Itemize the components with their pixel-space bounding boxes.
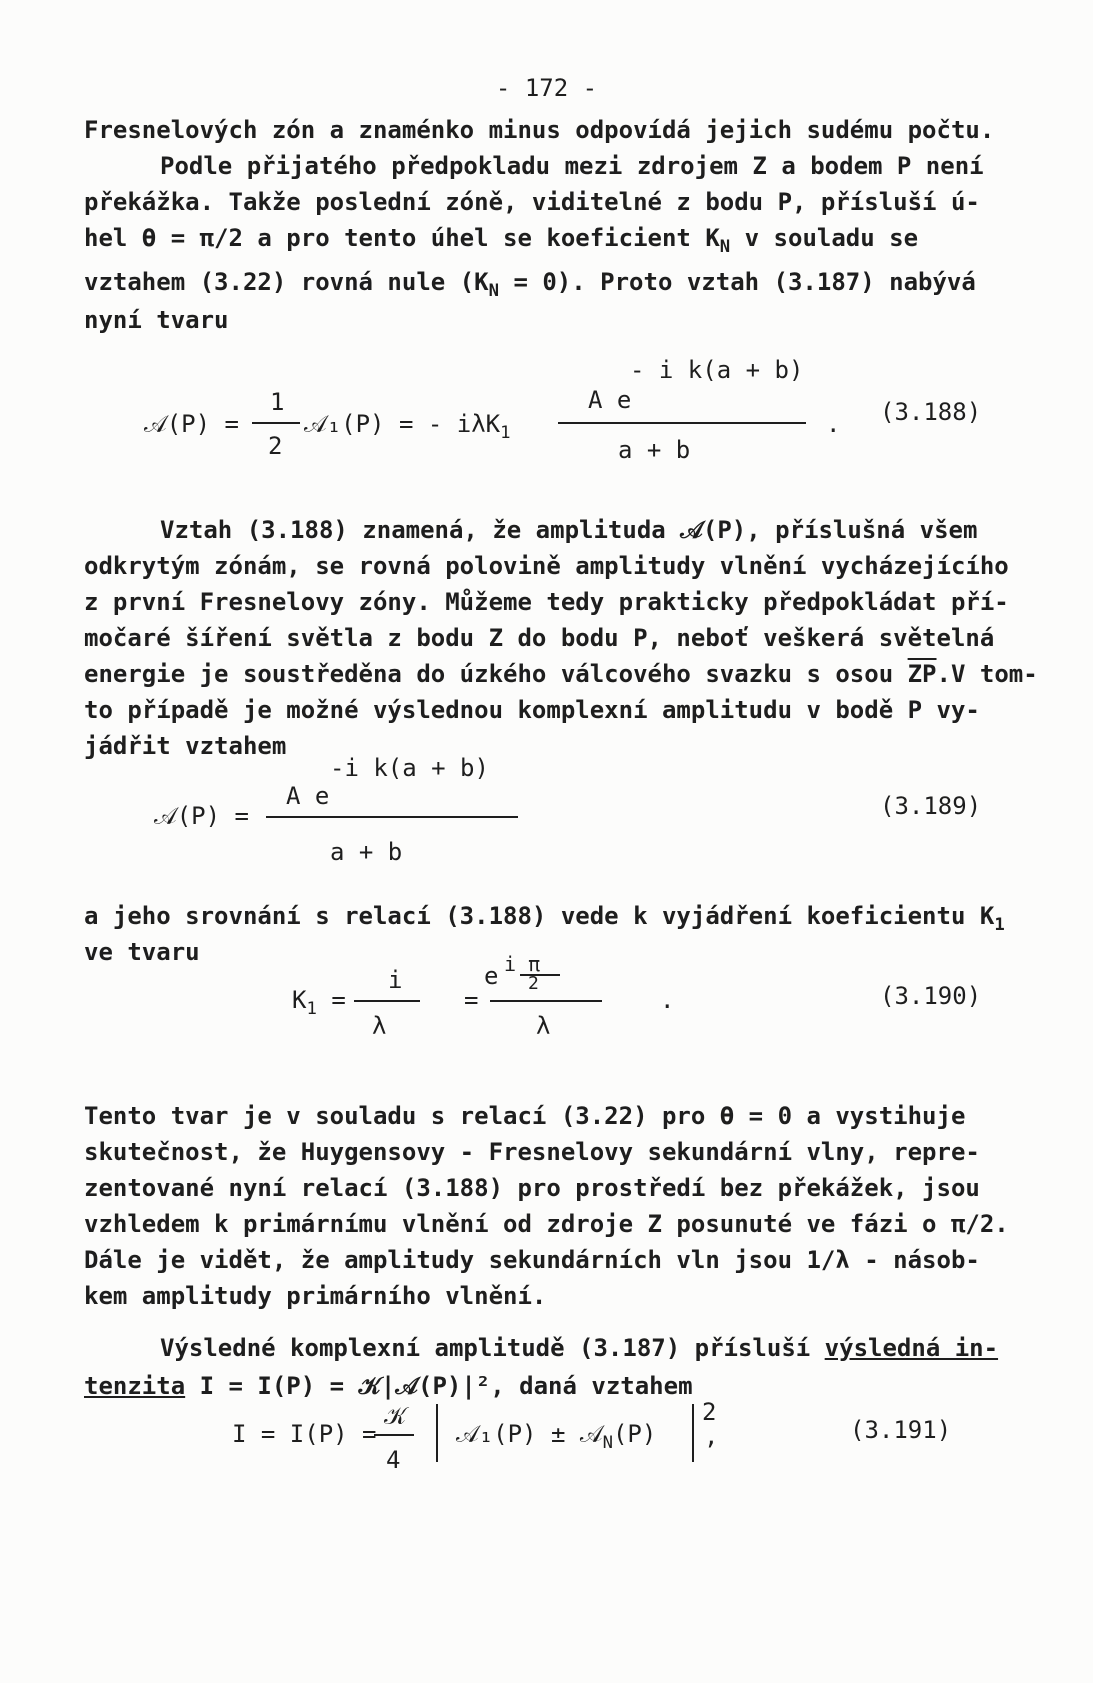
exponent: -i k(a + b) <box>330 754 489 782</box>
exponent: 2 <box>702 1398 717 1426</box>
text-segment: hel ϴ = π/2 a pro tento úhel se koeficient <box>84 224 691 252</box>
text-line: Vztah (3.188) znamená, že amplituda 𝒜(P), příslušná všem <box>160 516 978 544</box>
text-line: Tento tvar je v souladu s relací (3.22) pro ϴ = 0 a vystihuje <box>84 1102 966 1130</box>
fraction-numerator: 𝒦 <box>384 1402 407 1430</box>
exponent: - i k(a + b) <box>630 356 804 384</box>
text-segment: vztahem (3.22) rovná nule ( <box>84 268 475 296</box>
equation-label: (3.189) <box>880 792 982 820</box>
subscript-N: N <box>488 281 499 302</box>
text-line <box>160 1330 999 1366</box>
equation-lhs: 𝒜(P) = <box>144 410 239 438</box>
text-line <box>84 220 994 265</box>
text-segment: I = I(P) = 𝒦|𝒜(P)|², daná vztahem <box>185 1372 693 1400</box>
text-line: skutečnost, že Huygensovy - Fresnelovy sekundární vlny, repre- <box>84 1138 980 1166</box>
text-line: Dále je vidět, že amplitudy sekundárních vln jsou 1/λ - násob- <box>84 1246 980 1274</box>
symbol-e: e <box>484 962 499 990</box>
fraction-denominator: 2 <box>268 432 283 460</box>
symbol-K: K <box>474 268 489 296</box>
denominator: a + b <box>618 436 691 464</box>
text-segment: 𝒜₁(P) = - iλK <box>304 410 501 438</box>
text-line: zentované nyní relací (3.188) pro prostředí bez překážek, jsou <box>84 1174 980 1202</box>
text-segment: Výsledné komplexní amplitudě (3.187) přísluší <box>160 1334 811 1362</box>
subscript-1: 1 <box>500 423 511 444</box>
fraction-numerator: i <box>388 966 403 994</box>
text-segment: .V tom- <box>936 660 1038 688</box>
text-line: to případě je možné výslednou komplexní amplitudu v bodě P vy- <box>84 696 980 724</box>
fraction-bar <box>520 974 560 976</box>
abs-bar-right <box>692 1404 694 1462</box>
text-line: kem amplitudy primárního vlnění. <box>84 1282 547 1310</box>
equation-term <box>304 410 511 447</box>
subscript-N: N <box>719 237 731 258</box>
fraction-bar <box>354 1000 420 1002</box>
equation-lhs: I = I(P) = <box>232 1420 377 1448</box>
comma: , <box>704 1422 719 1450</box>
period: . <box>826 410 841 438</box>
equation-label: (3.188) <box>880 398 982 426</box>
fraction-denominator: λ <box>536 1012 551 1040</box>
numerator: A e <box>588 386 632 414</box>
text-line: Podle přijatého předpokladu mezi zdrojem Z a bodem P není <box>160 152 984 180</box>
fraction-bar <box>252 422 300 424</box>
text-line <box>84 656 1038 692</box>
equation-lhs: 𝒜(P) = <box>154 802 249 830</box>
fraction-bar <box>374 1434 414 1436</box>
exponent-denominator: 2 <box>528 973 539 994</box>
equals: = <box>464 986 479 1014</box>
text-line: překážka. Takže poslední zóně, viditelné z bodu P, přísluší ú- <box>84 188 980 216</box>
text-line <box>84 1368 994 1404</box>
symbol-K: K <box>979 902 995 930</box>
subscript-N: N <box>602 1433 613 1454</box>
exponent: i π <box>504 952 541 976</box>
fraction-denominator: λ <box>372 1012 387 1040</box>
equals: = <box>331 986 346 1014</box>
axis-ZP: $\overline{ZP}$ <box>907 660 937 688</box>
symbol-K: K <box>705 224 720 252</box>
numerator: A e <box>286 782 330 810</box>
equation-label: (3.191) <box>850 1416 952 1444</box>
page-number: - 172 - <box>495 74 598 102</box>
period: . <box>660 986 675 1014</box>
abs-bar-left <box>436 1404 438 1462</box>
text-line: močaré šíření světla z bodu Z do bodu P, neboť veškerá světelná <box>84 624 995 652</box>
text-line: z první Fresnelovy zóny. Můžeme tedy prakticky předpokládat pří- <box>84 588 1009 616</box>
text-line: Fresnelových zón a znaménko minus odpovídá jejich sudému počtu. <box>84 116 995 144</box>
subscript-1: 1 <box>306 999 317 1020</box>
fraction-bar <box>266 816 518 818</box>
underlined-term: tenzita <box>84 1372 186 1400</box>
subscript-1: 1 <box>994 915 1005 936</box>
fraction-denominator: 4 <box>386 1446 401 1474</box>
symbol-K: K <box>292 986 307 1014</box>
fraction-bar <box>558 422 806 424</box>
abs-content <box>456 1420 656 1457</box>
text-segment: v souladu se <box>744 224 919 252</box>
fraction-numerator: 1 <box>270 388 285 416</box>
text-line: nyní tvaru <box>84 306 229 334</box>
text-segment: = 0). Proto vztah (3.187) nabývá <box>499 268 976 296</box>
text-line: jádřit vztahem <box>84 732 287 760</box>
underlined-term: výsledná in- <box>824 1334 999 1362</box>
text-segment: a jeho srovnání s relací (3.188) vede k vyjádření koeficientu <box>84 902 966 930</box>
equation-lhs <box>292 986 346 1023</box>
text-segment: energie je soustředěna do úzkého válcového svazku s osou <box>84 660 894 688</box>
equation-label: (3.190) <box>880 982 982 1010</box>
denominator: a + b <box>330 838 403 866</box>
text-segment: 𝒜₁(P) ± 𝒜 <box>456 1420 603 1448</box>
text-line: vzhledem k primárnímu vlnění od zdroje Z posunuté ve fázi o π/2. <box>84 1210 1009 1238</box>
text-segment: (P) <box>612 1420 657 1448</box>
text-line: ve tvaru <box>84 938 200 966</box>
text-line: odkrytým zónám, se rovná polovině amplitudy vlnění vycházejícího <box>84 552 1009 580</box>
fraction-bar <box>490 1000 602 1002</box>
